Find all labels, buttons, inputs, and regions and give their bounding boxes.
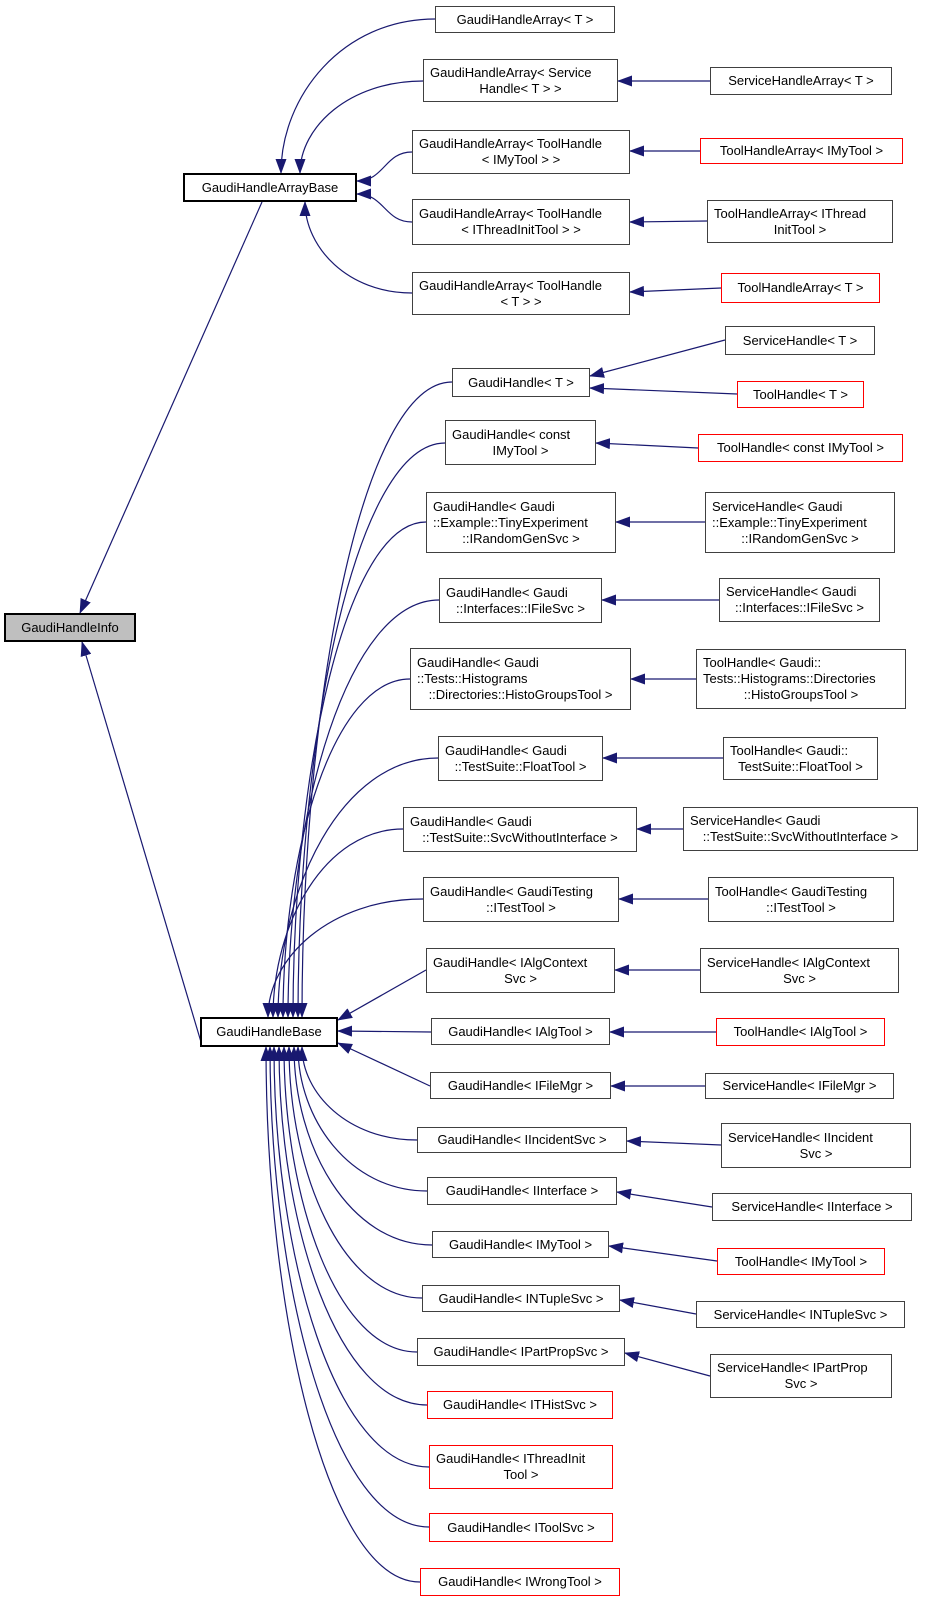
node-label-line: ServiceHandle< IFileMgr > <box>722 1078 877 1093</box>
node-label-line: GaudiHandleArray< ToolHandle <box>419 206 602 221</box>
node-label-line: ::TestSuite::SvcWithoutInterface > <box>702 829 899 844</box>
node-label-line: ToolHandleArray< IMyTool > <box>719 143 884 158</box>
node-gaudi-handle-intuplesvc[interactable] <box>422 1285 620 1312</box>
node-label-line: ToolHandle< IMyTool > <box>734 1253 868 1269</box>
node-tool-handle-itesttool[interactable] <box>708 877 894 922</box>
node-tool-handle-floattool[interactable] <box>723 737 878 780</box>
node-label-line: ToolHandleArray< T > <box>737 280 864 295</box>
node-service-handle-svcwithoutinterface[interactable] <box>683 807 918 851</box>
node-label-line: Svc > <box>783 970 816 986</box>
node-service-handle-iincidentsvc[interactable] <box>721 1123 911 1168</box>
node-label-line: GaudiHandle< Gaudi <box>410 813 532 829</box>
edge-gaudi-handle-ifilemgr-to-gaudi-handle-base <box>338 1043 430 1086</box>
node-gaudi-handle-ithreadinittool[interactable] <box>429 1445 613 1489</box>
node-label-line: GaudiHandle< Gaudi <box>445 742 567 758</box>
node-label-line: ::Directories::HistoGroupsTool > <box>428 687 613 702</box>
node-label-line: GaudiHandle< IThreadInit <box>436 1451 586 1466</box>
node-label-line: IMyTool > <box>492 442 549 458</box>
node-gaudi-handle-svcwithoutinterface[interactable] <box>403 807 637 852</box>
node-label-line: ServiceHandle< Gaudi <box>726 584 857 599</box>
edge-gaudi-handle-array-base-to-gaudi-handle-info <box>80 202 262 613</box>
node-service-handle-ifilemgr[interactable] <box>705 1073 894 1099</box>
node-label-line: GaudiHandle< IPartPropSvc > <box>433 1344 609 1359</box>
node-label-line: < T > > <box>500 293 542 309</box>
node-label-line: ::TestSuite::FloatTool > <box>454 758 587 774</box>
node-label-line: ServiceHandle< Gaudi <box>712 498 843 514</box>
node-service-handle-t[interactable] <box>725 326 875 355</box>
node-gaudi-handle-array-service-handle-t[interactable] <box>423 59 618 102</box>
edge-service-handle-t-to-gaudi-handle-t <box>590 340 725 376</box>
node-label-line: Tool > <box>503 1467 539 1482</box>
edge-gaudi-handle-ialgtool-to-gaudi-handle-base <box>338 1031 431 1032</box>
node-service-handle-ifilesvc[interactable] <box>719 578 880 622</box>
node-gaudi-handle-array-tool-handle-t[interactable] <box>412 272 630 315</box>
node-label-line: ToolHandleArray< IThread <box>714 205 867 221</box>
node-label-line: GaudiHandleArray< ToolHandle <box>419 277 602 293</box>
node-label-line: GaudiHandle< IToolSvc > <box>447 1519 595 1535</box>
node-label-line: GaudiHandle< const <box>452 426 571 442</box>
node-label-line: GaudiHandle< Gaudi <box>417 655 539 670</box>
node-gaudi-handle-iinterface[interactable] <box>427 1177 617 1205</box>
edge-gaudi-handle-ithreadinittool-to-gaudi-handle-base <box>274 1047 429 1467</box>
edge-gaudi-handle-ipartpropsvc-to-gaudi-handle-base <box>284 1047 417 1352</box>
node-label-line: GaudiHandle< IFileMgr > <box>447 1077 594 1093</box>
node-label-line: GaudiHandle< IIncidentSvc > <box>437 1132 607 1147</box>
node-label-line: GaudiHandle< INTupleSvc > <box>438 1290 604 1306</box>
node-gaudi-handle-irandomgensvc[interactable] <box>426 492 616 553</box>
node-label-line: GaudiHandle< GaudiTesting <box>430 883 593 899</box>
node-tool-handle-imytool[interactable] <box>717 1248 885 1275</box>
node-label-line: GaudiHandleArrayBase <box>201 179 339 195</box>
edge-service-handle-ipartpropsvc-to-gaudi-handle-ipartpropsvc <box>625 1353 710 1376</box>
edge-gaudi-handle-array-service-handle-t-to-gaudi-handle-array-base <box>300 81 423 173</box>
node-gaudi-handle-ipartpropsvc[interactable] <box>417 1338 625 1366</box>
node-label-line: ::Interfaces::IFileSvc > <box>735 600 864 615</box>
node-gaudi-handle-base[interactable] <box>200 1017 338 1047</box>
edge-tool-handle-imytool-to-gaudi-handle-imytool <box>609 1246 717 1261</box>
node-gaudi-handle-array-tool-handle-ithreadinittool[interactable] <box>412 199 630 245</box>
node-label-line: GaudiHandleInfo <box>21 619 119 635</box>
node-label-line: Svc > <box>784 1376 818 1391</box>
node-label-line: GaudiHandle< IAlgTool > <box>448 1023 593 1039</box>
node-gaudi-handle-iwrongtool[interactable] <box>420 1568 620 1596</box>
node-label-line: ::ITestTool > <box>486 899 556 915</box>
node-label-line: ToolHandle< Gaudi:: <box>703 655 822 670</box>
node-label-line: GaudiHandle< IAlgContext <box>433 954 588 970</box>
node-label-line: ServiceHandle< IIncident <box>728 1129 873 1145</box>
edge-service-handle-iinterface-to-gaudi-handle-iinterface <box>617 1192 712 1207</box>
node-label-line: ServiceHandle< Gaudi <box>690 813 821 828</box>
node-label-line: ::IRandomGenSvc > <box>462 530 580 546</box>
node-label-line: < IThreadInitTool > > <box>461 222 581 237</box>
node-label-line: GaudiHandle< IMyTool > <box>448 1236 593 1252</box>
node-label-line: < IMyTool > > <box>481 152 561 167</box>
node-gaudi-handle-ialgtool[interactable] <box>431 1018 610 1045</box>
node-tool-handle-array-imytool[interactable] <box>700 138 903 164</box>
edge-tool-handle-t-to-gaudi-handle-t <box>590 388 737 394</box>
node-label-line: ::Tests::Histograms <box>417 671 528 686</box>
node-service-handle-ialgcontextsvc[interactable] <box>700 948 899 993</box>
node-label-line: ::TestSuite::SvcWithoutInterface > <box>422 829 618 845</box>
node-label-line: Tests::Histograms::Directories <box>703 671 876 686</box>
node-label-line: GaudiHandleBase <box>216 1024 322 1039</box>
node-gaudi-handle-ifilesvc[interactable] <box>439 578 602 623</box>
node-gaudi-handle-iincidentsvc[interactable] <box>417 1127 627 1153</box>
node-gaudi-handle-floattool[interactable] <box>438 736 603 781</box>
node-gaudi-handle-histogroupstool[interactable] <box>410 648 631 710</box>
node-label-line: ::HistoGroupsTool > <box>743 687 859 702</box>
node-gaudi-handle-array-base[interactable] <box>183 173 357 202</box>
node-label-line: ToolHandle< T > <box>753 386 848 402</box>
node-gaudi-handle-const-imytool[interactable] <box>445 420 596 465</box>
edge-gaudi-handle-array-tool-handle-ithreadinittool-to-gaudi-handle-array-base <box>357 194 412 222</box>
edge-tool-handle-const-imytool-to-gaudi-handle-const-imytool <box>596 443 698 448</box>
node-tool-handle-histogroupstool[interactable] <box>696 649 906 709</box>
edge-gaudi-handle-iinterface-to-gaudi-handle-base <box>298 1047 427 1191</box>
node-label-line: GaudiHandle< IWrongTool > <box>438 1574 602 1589</box>
node-label-line: ::Example::TinyExperiment <box>433 514 588 530</box>
node-tool-handle-t[interactable] <box>737 381 864 408</box>
node-service-handle-array-t[interactable] <box>710 67 892 95</box>
node-label-line: GaudiHandle< Gaudi <box>433 498 555 514</box>
node-service-handle-iinterface[interactable] <box>712 1193 912 1221</box>
node-label-line: ::ITestTool > <box>766 899 836 915</box>
node-gaudi-handle-info[interactable] <box>4 613 136 642</box>
node-label-line: ServiceHandle< IAlgContext <box>707 954 870 970</box>
edge-gaudi-handle-const-imytool-to-gaudi-handle-base <box>298 443 445 1017</box>
node-gaudi-handle-ialgcontextsvc[interactable] <box>426 948 615 993</box>
edge-tool-handle-array-t-to-gaudi-handle-array-tool-handle-t <box>630 288 721 292</box>
node-label-line: ::Example::TinyExperiment <box>712 514 867 530</box>
node-label-line: ServiceHandleArray< T > <box>728 73 874 88</box>
node-gaudi-handle-ithistsvc[interactable] <box>427 1391 613 1419</box>
node-label-line: Handle< T > > <box>479 80 562 96</box>
node-label-line: ToolHandle< const IMyTool > <box>717 440 884 455</box>
node-label-line: GaudiHandle< T > <box>468 374 574 390</box>
edge-gaudi-handle-array-tool-handle-imytool-to-gaudi-handle-array-base <box>357 152 412 181</box>
node-label-line: Svc > <box>504 970 537 986</box>
node-service-handle-ipartpropsvc[interactable] <box>710 1354 892 1398</box>
node-label-line: ::IRandomGenSvc > <box>741 530 859 546</box>
edge-gaudi-handle-base-to-gaudi-handle-info <box>82 642 201 1042</box>
node-label-line: GaudiHandle< Gaudi <box>446 584 568 600</box>
node-gaudi-handle-itesttool[interactable] <box>423 877 619 922</box>
node-label-line: GaudiHandleArray< Service <box>430 64 592 80</box>
node-gaudi-handle-array-tool-handle-imytool[interactable] <box>412 130 630 174</box>
node-label-line: ToolHandle< GaudiTesting <box>715 883 868 899</box>
node-tool-handle-ialgtool[interactable] <box>716 1018 885 1046</box>
edge-service-handle-iincidentsvc-to-gaudi-handle-iincidentsvc <box>627 1141 721 1145</box>
node-gaudi-handle-ifilemgr[interactable] <box>430 1072 611 1099</box>
node-label-line: ::Interfaces::IFileSvc > <box>456 600 585 616</box>
node-gaudi-handle-array-t[interactable] <box>435 6 615 33</box>
edge-gaudi-handle-array-tool-handle-t-to-gaudi-handle-array-base <box>305 202 412 293</box>
node-label-line: TestSuite::FloatTool > <box>738 758 863 774</box>
node-label-line: GaudiHandle< ITHistSvc > <box>443 1397 597 1412</box>
node-label-line: Svc > <box>799 1145 833 1161</box>
node-gaudi-handle-imytool[interactable] <box>432 1231 609 1258</box>
node-label-line: GaudiHandleArray< ToolHandle <box>419 136 602 151</box>
node-label-line: ServiceHandle< T > <box>742 332 858 348</box>
node-gaudi-handle-t[interactable] <box>452 368 590 397</box>
edge-gaudi-handle-itoolsvc-to-gaudi-handle-base <box>270 1047 429 1527</box>
node-label-line: ServiceHandle< INTupleSvc > <box>713 1306 888 1322</box>
node-label-line: GaudiHandleArray< T > <box>456 11 594 27</box>
node-label-line: ToolHandle< Gaudi:: <box>730 742 849 758</box>
node-gaudi-handle-itoolsvc[interactable] <box>429 1513 613 1542</box>
node-tool-handle-const-imytool[interactable] <box>698 434 903 462</box>
edge-service-handle-intuplesvc-to-gaudi-handle-intuplesvc <box>620 1300 696 1314</box>
node-tool-handle-array-ithreadinittool[interactable] <box>707 200 893 243</box>
node-label-line: ServiceHandle< IInterface > <box>731 1199 893 1214</box>
node-service-handle-irandomgensvc[interactable] <box>705 492 895 553</box>
node-label-line: InitTool > <box>773 221 827 237</box>
node-label-line: GaudiHandle< IInterface > <box>445 1183 599 1198</box>
node-tool-handle-array-t[interactable] <box>721 273 880 303</box>
node-label-line: ServiceHandle< IPartProp <box>717 1360 868 1375</box>
node-label-line: ToolHandle< IAlgTool > <box>733 1024 868 1039</box>
node-service-handle-intuplesvc[interactable] <box>696 1301 905 1328</box>
edge-tool-handle-array-ithreadinittool-to-gaudi-handle-array-tool-handle-ithreadinittool <box>630 221 707 222</box>
edge-gaudi-handle-ialgcontextsvc-to-gaudi-handle-base <box>338 970 426 1020</box>
